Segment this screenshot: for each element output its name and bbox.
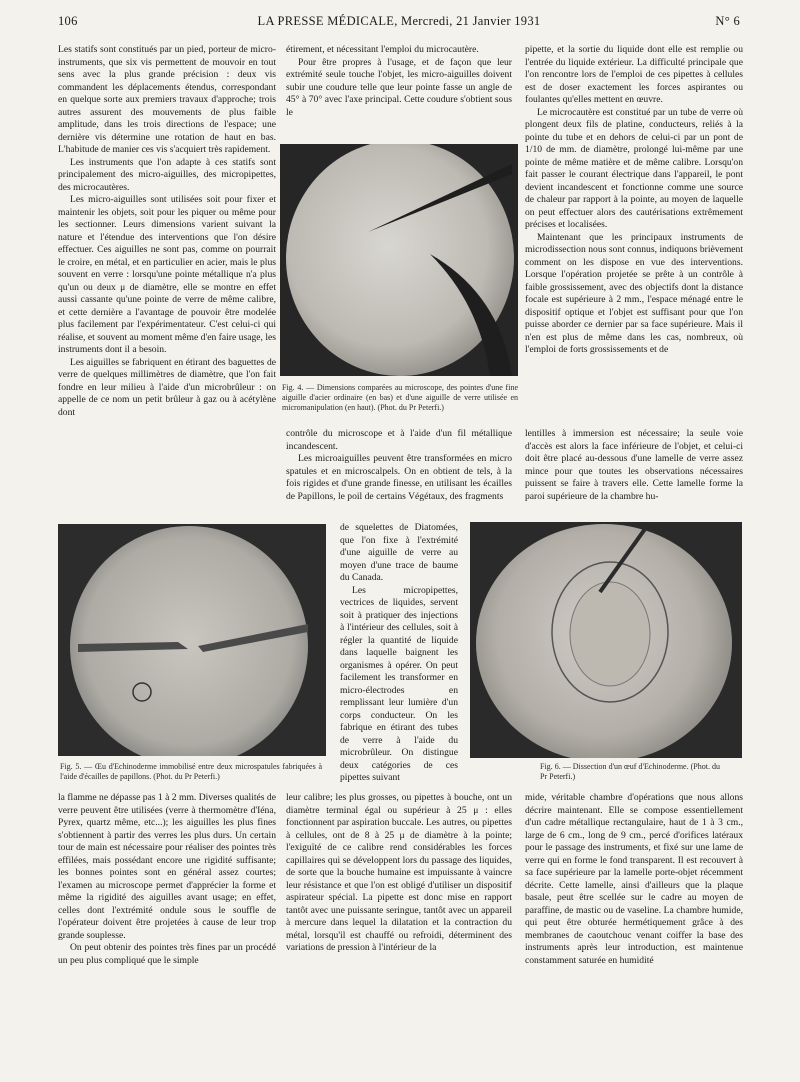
column-2-middle: [286, 428, 512, 503]
figure-5-photo: [58, 524, 326, 756]
column-2-top: [286, 44, 512, 119]
paragraph: Pour être propres à l'usage, et de façon que leur extrémité seule touche l'objet, les micro-aiguilles doivent subir une coudure telle que leur pointe fasse un angle de 45° à 70° avec l'axe principal. Cette coudure s'obtient sous le: [286, 56, 512, 118]
dissection-drawing: [470, 522, 742, 758]
glass-needle: [368, 164, 512, 232]
microspatule-right: [198, 624, 308, 652]
paragraph: Maintenant que les principaux instruments de microdissection nous sont connus, indiquons brièvement comment on les dispose en vue des interventions. Lorsque l'opération projetée se prête à un contrôle à faible grossissement, avec des objectifs dont la distance focale est supérieure à 2 mm., l'espace ménagé entre le dispositif optique et l'objet est suffisant pour que l'on puisse aborder ce dernier par sa face supérieure. Mais il n'en est plus de même dans les cas, nombreux, où l'emploi de forts grossissements et de: [525, 231, 743, 355]
dissection-needle: [600, 522, 650, 592]
column-2-bottom: [286, 792, 512, 955]
paragraph: de squelettes de Diatomées, que l'on fixe à l'extrémité d'une aiguille de verre au moyen d'une trace de baume du Canada.: [340, 522, 458, 583]
figure-6: [470, 522, 742, 760]
column-1: [58, 44, 276, 419]
paragraph: Les micropipettes, vectrices de liquides, servent soit à pratiquer des injections à l'intérieur des cellules, soit à régler la quantité de liquide dans laquelle baignent les organismes à opérer. On peut facilement les transformer en micro-électrodes en remplissant leur lumière d'un corps conducteur. On les fabrique en étirant des tubes de verre à l'aide du microbrûleur. On distingue deux catégories de ces pipettes suivant: [340, 584, 458, 783]
paragraph: mide, véritable chambre d'opérations que nous allons décrire maintenant. Elle se compose essentiellement d'un cadre métallique rectangulaire, haut de 1 à 3 cm., large de 6 cm., long de 9 cm., percé d'orifices latéraux pour le passage des instruments, et fixé sur une lame de verre qui en forme le fond transparent. Il est recouvert à sa face supérieure par la lamelle porte-objet récemment décrite. Cette lamelle, ainsi d'ailleurs que la plaque basale, peut être scellée sur le cadre au moyen de paraffine, de mastic ou de vaseline. La chambre humide, qui peut être obturée hermétiquement grâce à des membranes de caoutchouc venant coiffer la base des instruments après leur introduction, est maintenue constamment saturée en humidité: [525, 792, 743, 966]
page-number: 106: [58, 14, 78, 28]
issue-number: N° 6: [715, 14, 740, 28]
running-header: [58, 14, 740, 32]
paragraph: contrôle du microscope et à l'aide d'un fil métallique incandescent.: [286, 428, 512, 452]
figure-4: [280, 144, 518, 376]
journal-title: LA PRESSE MÉDICALE, Mercredi, 21 Janvier 1931: [257, 14, 541, 28]
paragraph: Les aiguilles se fabriquent en étirant des baguettes de verre de quelques millimètres de diamètre, que l'on fait fondre en leur milieu à l'aide d'un microbrûleur : on appelle de ce nom un petit brûleur à gaz ou à acétylène dont: [58, 356, 276, 418]
paragraph: On peut obtenir des pointes très fines par un procédé un peu plus compliqué que le simple: [58, 942, 276, 966]
paragraph: pipette, et la sortie du liquide dont elle est remplie ou l'entrée du liquide extérieur. La difficulté principale que l'on rencontre lors de l'emploi de ces pipettes à cellules est de doser exactement les forces aspirantes ou foulantes qu'elles mettent en œuvre.: [525, 44, 743, 105]
paragraph: Les instruments que l'on adapte à ces statifs sont principalement des micro-aiguilles, des micropipettes, des microcautères.: [58, 156, 276, 193]
figure-4-photo: [280, 144, 518, 376]
column-3-middle: [525, 428, 743, 503]
column-1-bottom: [58, 792, 276, 967]
paragraph: Le microcautère est constitué par un tube de verre où plongent deux fils de platine, conducteurs, reliés à la pointe du tube et en dehors de celui-ci par un pont de 1/10 de mm. de diamètre, prolongé lui-même par une pointe de même matière et de même calibre. Lorsqu'on fait passer le courant électrique dans l'appareil, le pont devient incandescent et fonctionne comme une source de chaleur par rapport à la pointe, au moyen de laquelle on peut effectuer alors des cautérisations extrêmement précises et localisées.: [525, 106, 743, 230]
paragraph: leur calibre; les plus grosses, ou pipettes à bouche, ont un diamètre terminal égal ou supérieur à 25 μ : elles fonctionnent par aspiration buccale. Les autres, ou pipettes à cellules, ont de 8 à 25 μ de diamètre à la pointe; l'exiguïté de ce calibre rend considérables les forces capillaires qui se développent lors du passage des liquides, de sorte que la bouche humaine est impuissante à vaincre leur résistance et que l'on est obligé d'utiliser un dispositif aspirateur spécial. La pipette est donc mise en rapport tantôt avec une puissante seringue, tantôt avec un appareil à mercure dans lequel la dilatation et la contraction du métal, lorsqu'il est chauffé ou refroidi, déterminent des variations de pression à l'intérieur de la: [286, 792, 512, 953]
figure-5: [58, 524, 328, 760]
paragraph: lentilles à immersion est nécessaire; la seule voie d'accès est alors la face inférieure de l'objet, et celui-ci doit être placé au-dessous d'une lamelle de verre assez mince pour que toutes les observations nécessaires puissent se faire à travers elle. Cette lamelle forme la paroi supérieure de la chambre hu-: [525, 428, 743, 502]
paragraph: Les microaiguilles peuvent être transformées en micro spatules et en microscalpels. On en obtient de tels, à la fois rigides et d'une grande finesse, en utilisant les écailles de Papillons, le poil de certains Végétaux, des fragments: [286, 453, 512, 502]
figure-6-caption: Fig. 6. — Dissection d'un œuf d'Echinoderme. (Phot. du Pr Peterfi.): [540, 762, 720, 781]
paragraph: la flamme ne dépasse pas 1 à 2 mm. Diverses qualités de verre peuvent être utilisées (verre à thermomètre d'Iéna, Pyrex, quartz même, etc...); les aiguilles les plus fines s'obtiennent à partir des verres les plus durs. Un certain tour de main est nécessaire pour réaliser des pointes très effilées, mais possédant encore une rigidité suffisante; les bonnes pointes sont en général assez courtes; l'examen au microscope permet d'apprécier la forme et même la rigidité des aiguilles avant usage; en effet, celles dont l'extrémité ondule sous le souffle de l'opérateur doivent être projetées à cause de leur trop grande souplesse.: [58, 792, 276, 941]
paragraph: Les micro-aiguilles sont utilisées soit pour fixer et maintenir les objets, soit pour les piquer ou même pour les sectionner. Leurs dimensions varient suivant la nature et l'étendue des interventions que l'on désire effectuer. Ces aiguilles ne sont pas, comme on pourrait le croire, en métal, et en particulier en acier, mais le plus souvent en verre : lorsqu'une pointe métallique n'a plus qu'un ou deux μ de diamètre, elle se montre en effet aussi cassante qu'une pointe de verre de même calibre, et cette dernière a l'avantage de pouvoir être modelée plus facilement par l'expérimentateur. C'est celui-ci qui réalise, et souvent au moment même d'en faire usage, les instruments dont il a besoin.: [58, 194, 276, 355]
figure-4-caption: Fig. 4. — Dimensions comparées au microscope, des pointes d'une fine aiguille d'acier ordinaire (en bas) et d'une aiguille de verre utilisée en micromanipulation (en haut). (Phot. du Pr Peterfi.): [282, 383, 518, 412]
paragraph: étirement, et nécessitant l'emploi du microcautère.: [286, 44, 479, 55]
microspatule-left: [78, 642, 188, 652]
column-center: [340, 522, 458, 785]
egg-membrane: [570, 582, 650, 686]
egg: [133, 683, 151, 701]
column-3-top: [525, 44, 743, 357]
paragraph: Les statifs sont constitués par un pied, porteur de micro-instruments, que six vis permettent de mouvoir en tout sens avec la plus grande précision : deux vis commandent les déplacements étendus, correspondant en quelque sorte aux premiers travaux d'approche; trois autres assurent des mouvements de plus faible amplitude, dans les trois directions de l'espace; une dernière vis détermine une rotation de haut en bas. L'habitude de manier ces vis s'acquiert très rapidement.: [58, 44, 276, 155]
needle-drawing: [280, 144, 518, 376]
column-3-bottom: [525, 792, 743, 967]
steel-needle: [430, 254, 512, 376]
egg-drawing: [58, 524, 326, 756]
figure-5-caption: Fig. 5. — Œu d'Echinoderme immobilisé entre deux microspatules fabriquées à l'aide d'écailles de papillons. (Phot. du Pr Peterfi.): [60, 762, 322, 781]
figure-6-photo: [470, 522, 742, 758]
